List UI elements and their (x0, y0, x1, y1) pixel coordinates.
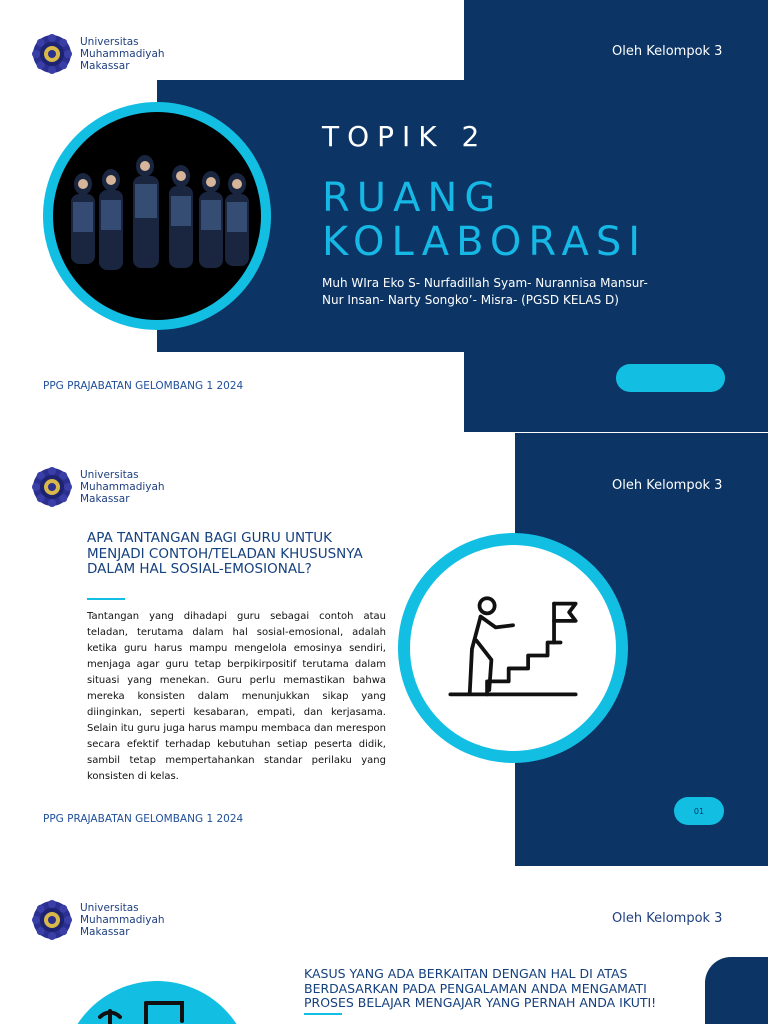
icon-circle (398, 533, 628, 763)
question-title: APA TANTANGAN BAGI GURU UNTUK MENJADI CONTOH/TELADAN KHUSUSNYA DALAM HAL SOSIAL-EMOSIONAL? (87, 530, 363, 577)
university-name: Universitas Muhammadiyah Makassar (80, 469, 165, 505)
stairs-goal-icon (448, 595, 578, 703)
university-logo-block (32, 467, 165, 507)
slide-1 (0, 0, 768, 432)
university-name: Universitas Muhammadiyah Makassar (80, 36, 165, 72)
group-label: Oleh Kelompok 3 (612, 911, 723, 926)
university-name: Universitas Muhammadiyah Makassar (80, 902, 165, 938)
topic-label: TOPIK 2 (322, 120, 488, 153)
university-emblem-icon (32, 34, 72, 74)
slide-2 (0, 433, 768, 866)
cyan-circle (62, 981, 252, 1024)
group-photo-icon (53, 112, 261, 320)
university-emblem-icon (32, 467, 72, 507)
slide-3 (0, 867, 768, 1024)
group-label: Oleh Kelompok 3 (612, 478, 723, 493)
title-underline (87, 598, 125, 600)
university-emblem-icon (32, 900, 72, 940)
accent-pill (616, 364, 725, 392)
page-number-badge: 01 (674, 797, 724, 825)
board-icon (62, 981, 252, 1024)
answer-paragraph: Tantangan yang dihadapi guru sebagai contoh atau teladan, terutama dalam hal sosial-emosional, adalah ketika guru harus mampu mengelola emosinya sendiri, menjaga agar guru tetap berpikirpositif terutama dalam situasi yang menekan. Guru perlu memastikan bahwa mereka konsisten dalam menunjukkan sikap yang diinginkan, seperti kesabaran, empati, dan kerjasama. Selain itu guru juga harus mampu membaca dan merespon secara efektif terhadap kebutuhan setiap peserta didik, sambil tetap mempertahankan standar perilaku yang konsisten di kelas. (87, 611, 386, 782)
footer-label: PPG PRAJABATAN GELOMBANG 1 2024 (43, 380, 244, 392)
footer-label: PPG PRAJABATAN GELOMBANG 1 2024 (43, 813, 244, 825)
university-logo-block (32, 900, 165, 940)
navy-corner-panel (705, 957, 768, 1024)
university-logo-block (32, 34, 165, 74)
group-label: Oleh Kelompok 3 (612, 44, 723, 59)
group-photo (53, 112, 261, 320)
slide-title: RUANG KOLABORASI (322, 175, 648, 265)
member-names: Muh WIra Eko S- Nurfadillah Syam- Nurannisa Mansur- Nur Insan- Narty Songko’- Misra- (PGSD KELAS D) (322, 276, 648, 307)
title-underline (304, 1013, 342, 1015)
case-title: KASUS YANG ADA BERKAITAN DENGAN HAL DI ATAS BERDASARKAN PADA PENGALAMAN ANDA MENGAMATI PROSES BELAJAR MENGAJAR YANG PERNAH ANDA IKUTI! (304, 966, 657, 1010)
